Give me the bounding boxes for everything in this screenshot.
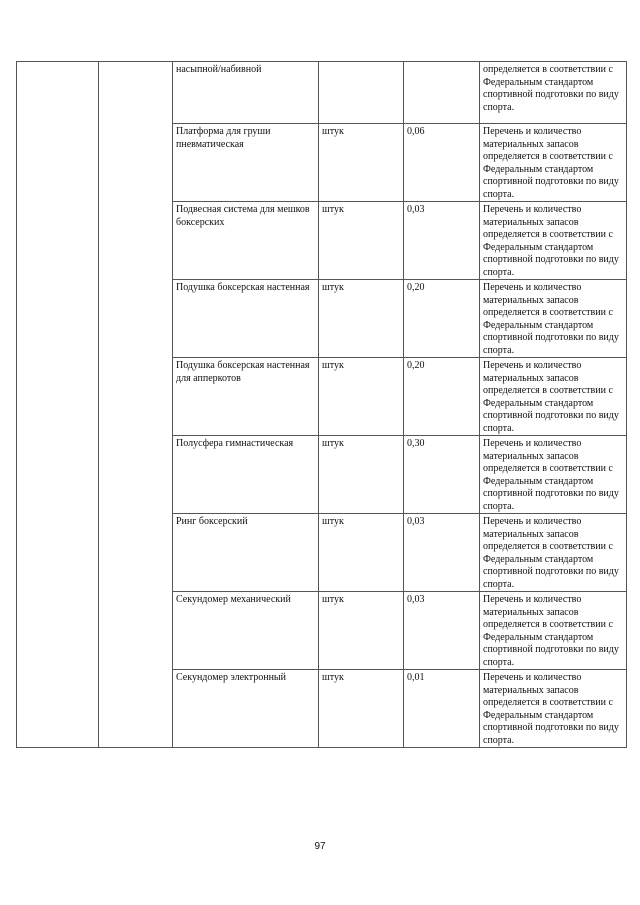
note-cell: определяется в соответствии с Федеральным стандартом спортивной подготовки по виду спорта.	[480, 62, 627, 124]
item-name-cell: Подушка боксерская настенная для апперкотов	[173, 358, 319, 436]
unit-cell: штук	[319, 670, 404, 748]
note-cell: Перечень и количество материальных запасов определяется в соответствии с Федеральным стандартом спортивной подготовки по виду спорта.	[480, 124, 627, 202]
item-name-cell: насыпной/набивной	[173, 62, 319, 124]
quantity-cell: 0,30	[404, 436, 480, 514]
item-name-cell: Подушка боксерская настенная	[173, 280, 319, 358]
unit-cell: штук	[319, 436, 404, 514]
note-cell: Перечень и количество материальных запасов определяется в соответствии с Федеральным стандартом спортивной подготовки по виду спорта.	[480, 514, 627, 592]
unit-cell: штук	[319, 514, 404, 592]
item-name-cell: Ринг боксерский	[173, 514, 319, 592]
item-name-cell: Подвесная система для мешков боксерских	[173, 202, 319, 280]
note-cell: Перечень и количество материальных запасов определяется в соответствии с Федеральным стандартом спортивной подготовки по виду спорта.	[480, 670, 627, 748]
unit-cell: штук	[319, 358, 404, 436]
page-number: 97	[314, 841, 326, 852]
table-row-continued	[17, 62, 627, 124]
quantity-cell	[404, 62, 480, 124]
note-cell: Перечень и количество материальных запасов определяется в соответствии с Федеральным стандартом спортивной подготовки по виду спорта.	[480, 358, 627, 436]
note-cell: Перечень и количество материальных запасов определяется в соответствии с Федеральным стандартом спортивной подготовки по виду спорта.	[480, 202, 627, 280]
quantity-cell: 0,03	[404, 514, 480, 592]
quantity-cell: 0,03	[404, 592, 480, 670]
unit-cell: штук	[319, 202, 404, 280]
quantity-cell: 0,01	[404, 670, 480, 748]
unit-cell: штук	[319, 592, 404, 670]
unit-cell	[319, 62, 404, 124]
quantity-cell: 0,06	[404, 124, 480, 202]
unit-cell: штук	[319, 280, 404, 358]
item-name-cell: Секундомер механический	[173, 592, 319, 670]
note-cell: Перечень и количество материальных запасов определяется в соответствии с Федеральным стандартом спортивной подготовки по виду спорта.	[480, 280, 627, 358]
equipment-table	[16, 61, 627, 748]
merged-cell-1	[17, 62, 99, 748]
unit-cell: штук	[319, 124, 404, 202]
quantity-cell: 0,03	[404, 202, 480, 280]
item-name-cell: Секундомер электронный	[173, 670, 319, 748]
item-name-cell: Полусфера гимнастическая	[173, 436, 319, 514]
item-name-cell: Платформа для груши пневматическая	[173, 124, 319, 202]
note-cell: Перечень и количество материальных запасов определяется в соответствии с Федеральным стандартом спортивной подготовки по виду спорта.	[480, 592, 627, 670]
merged-cell-2	[99, 62, 173, 748]
quantity-cell: 0,20	[404, 280, 480, 358]
note-cell: Перечень и количество материальных запасов определяется в соответствии с Федеральным стандартом спортивной подготовки по виду спорта.	[480, 436, 627, 514]
quantity-cell: 0,20	[404, 358, 480, 436]
